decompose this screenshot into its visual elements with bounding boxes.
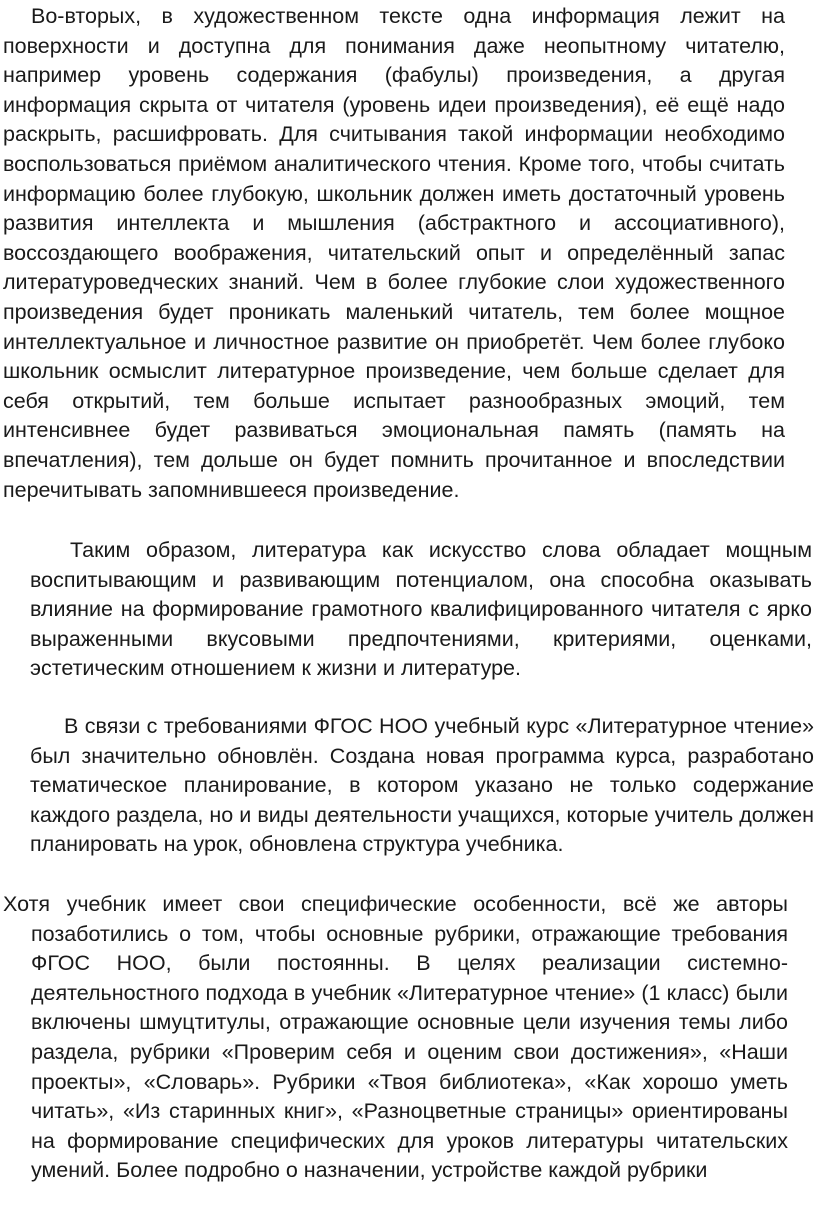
paragraph-conclusion: Таким образом, литература как искусство слова обладает мощным воспитывающим и развивающим потенциалом, она способна оказывать влияние на формирование грамотного квалифицированного читателя с ярко выраженными вкусовыми предпочтениями, критериями, оценками, эстетическим отношением к жизни и литературе. [30, 538, 812, 681]
paragraph-reading-levels: Во-вторых, в художественном тексте одна информация лежит на поверхности и доступна для понимания даже неопытному читателю, например уровень содержания (фабулы) произведения, а другая информация скрыта от читателя (уровень идеи произведения), её ещё надо раскрыть, расшифровать. Для считывания такой информации необходимо воспользоваться приёмом аналитического чтения. Кроме того, чтобы считать информацию более глубокую, школьник должен иметь достаточный уровень развития интеллекта и мышления (абстрактного и ассоциативного), воссоздающего воображения, читательский опыт и определённый запас литературоведческих знаний. Чем в более глубокие слои художественного произведения будет проникать маленький читатель, тем более мощное интеллектуальное и личностное развитие он приобретёт. Чем более глубоко школьник осмыслит литературное произведение, чем больше сделает для себя открытий, тем больше испытает разнообразных эмоций, тем интенсивнее будет развиваться эмоциональная память (память на впечатления), тем дольше он будет помнить прочитанное и впоследствии перечитывать запомнившееся произведение. [3, 4, 785, 502]
paragraph-textbook-rubrics: Хотя учебник имеет свои специфические особенности, всё же авторы позаботились о том, чтобы основные рубрики, отражающие требования ФГОС НОО, были постоянны. В целях реализации системно-деятельностного подхода в учебник «Литературное чтение» (1 класс) были включены шмуцтитулы, отражающие основные цели изучения темы либо раздела, рубрики «Проверим себя и оценим свои достижения», «Наши проекты», «Словарь». Рубрики «Твоя библиотека», «Как хорошо уметь читать», «Из старинных книг», «Разноцветные страницы» ориентированы на формирование специфических для уроков литературы читательских умений. Более подробно о назначении, устройстве каждой рубрики [3, 892, 788, 1183]
paragraph-fgos-course-update: В связи с требованиями ФГОС НОО учебный курс «Литературное чтение» был значительно обновлён. Создана новая программа курса, разработано тематическое планирование, в котором указано не только содержание каждого раздела, но и виды деятельности учащихся, которые учитель должен планировать на урок, обновлена структура учебника. [30, 714, 814, 857]
